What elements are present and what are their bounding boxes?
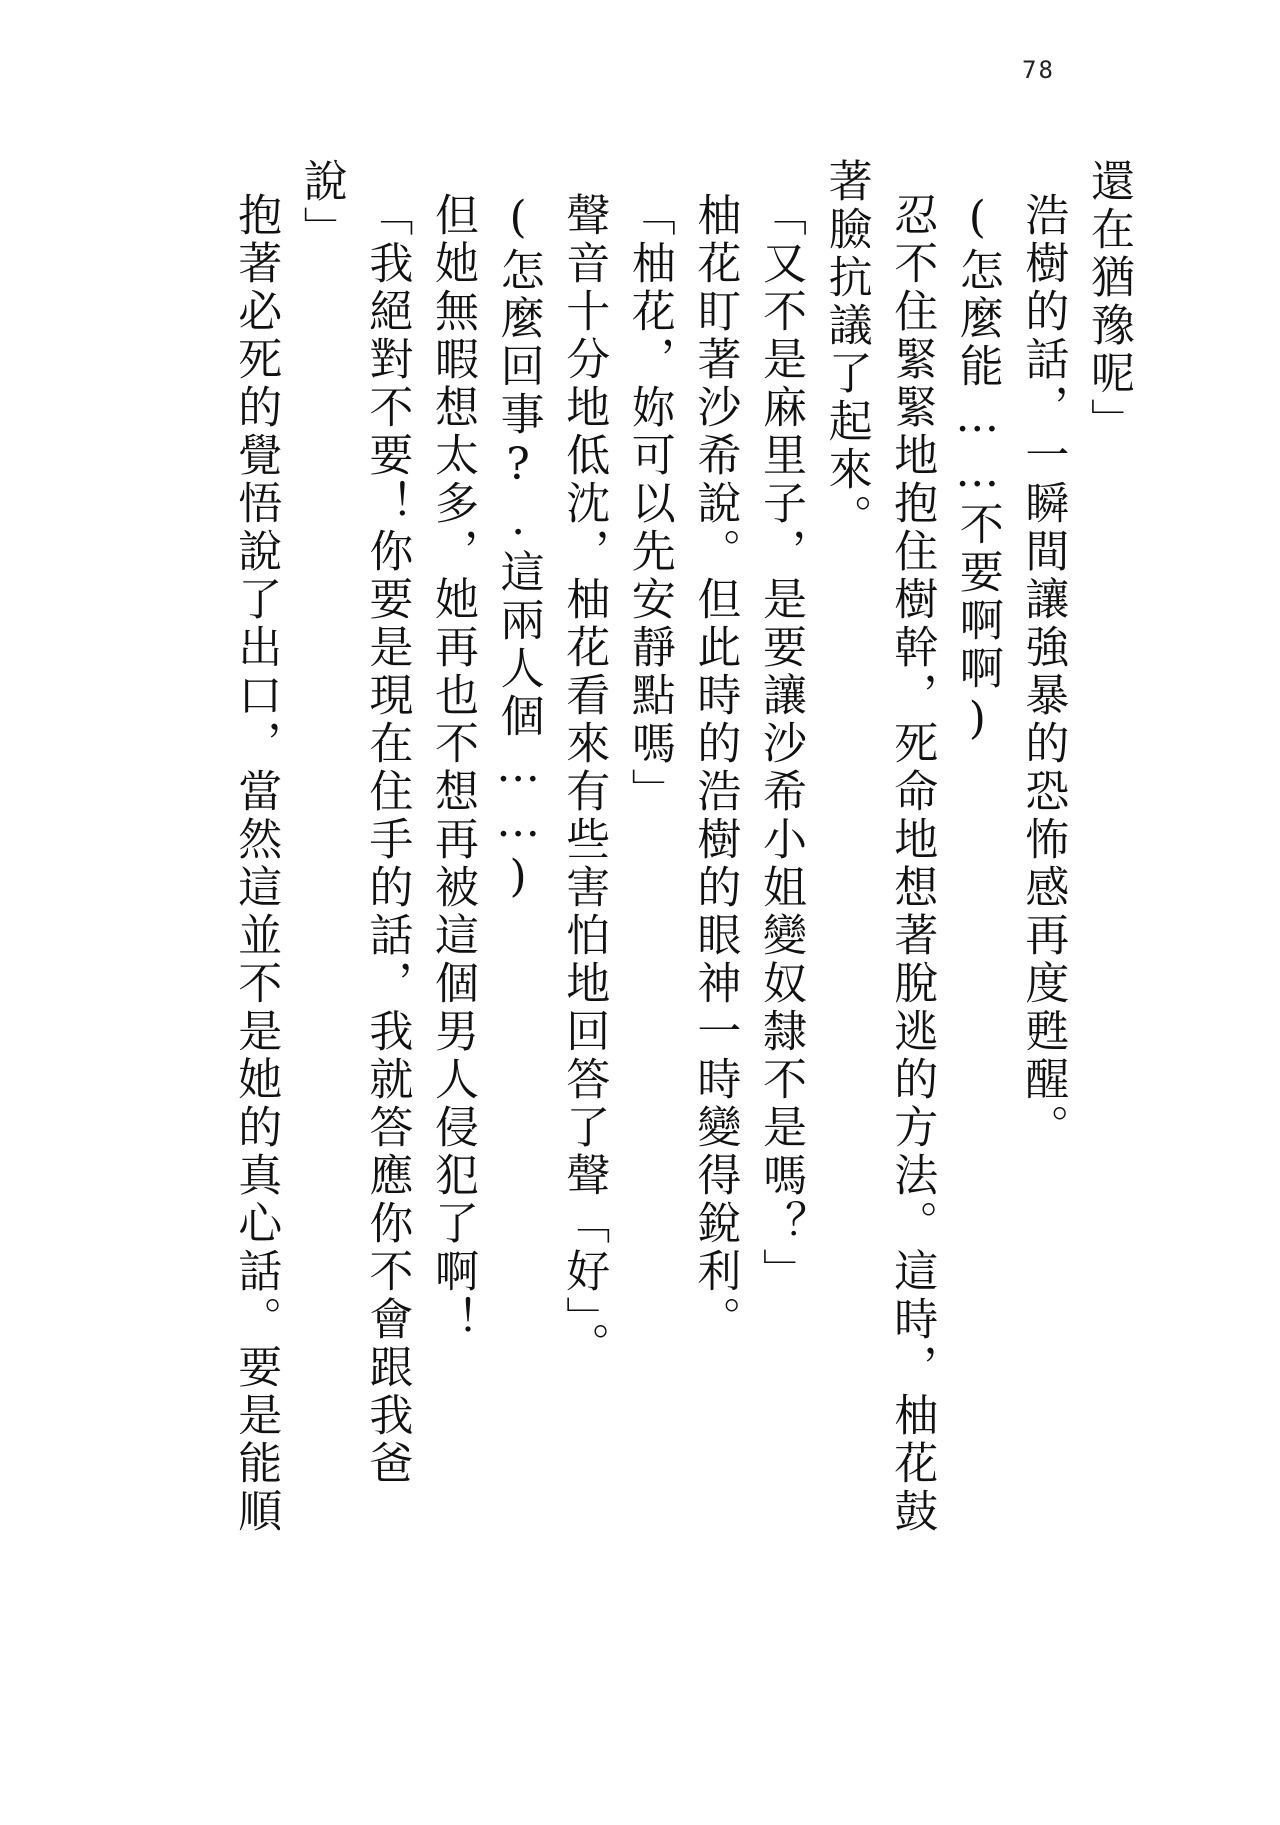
text-column: (怎麼能……不要啊啊) bbox=[951, 192, 1003, 748]
text-column: 「柚花，妳可以先安靜點嗎」 bbox=[623, 192, 675, 816]
text-column: 著臉抗議了起來。 bbox=[820, 158, 872, 542]
text-column: 「我絕對不要！你要是現在住手的話，我就答應你不會跟我爸 bbox=[361, 192, 413, 1488]
text-column: 浩樹的話，一瞬間讓強暴的恐怖感再度甦醒。 bbox=[1017, 192, 1069, 1152]
text-column: 但她無暇想太多，她再也不想再被這個男人侵犯了啊！ bbox=[427, 192, 478, 1344]
text-column: 柚花盯著沙希說。但此時的浩樹的眼神一時變得銳利。 bbox=[689, 192, 741, 1344]
text-column: 聲音十分地低沈，柚花看來有些害怕地回答了聲「好」。 bbox=[558, 192, 610, 1370]
text-column: 忍不住緊緊地抱住樹幹，死命地想著脫逃的方法。這時，柚花鼓 bbox=[886, 192, 938, 1536]
text-column: 還在猶豫呢」 bbox=[1083, 158, 1134, 446]
page-number: 78 bbox=[1022, 56, 1055, 84]
text-column: 抱著必死的覺悟說了出口，當然這並不是她的真心話。要是能順 bbox=[230, 192, 282, 1536]
text-column: 「又不是麻里子，是要讓沙希小姐變奴隸不是嗎？」 bbox=[755, 192, 806, 1296]
text-column: (怎麼回事?.這兩人個……) bbox=[492, 192, 544, 906]
text-column: 說」 bbox=[295, 158, 347, 254]
